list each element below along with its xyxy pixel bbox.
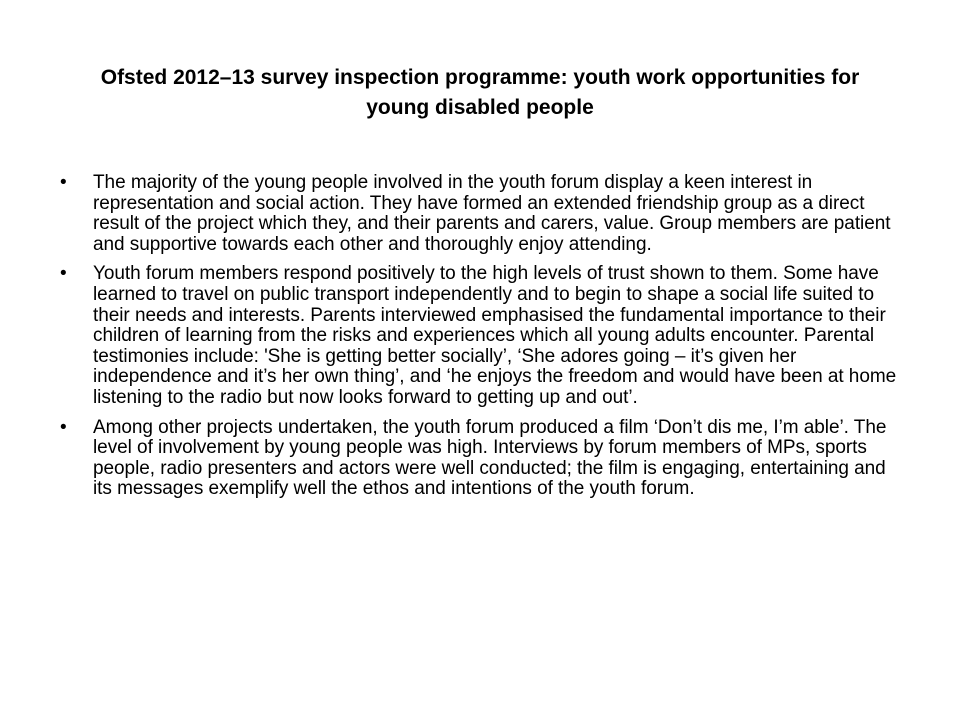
bullet-marker: • [60, 172, 67, 193]
bullet-text: Youth forum members respond positively to the high levels of trust shown to them. Some have learned to travel on public transport independently and to begin to shape a social life suited to their needs and interests. Parents interviewed emphasised the fundamental importance to their children of learning from the risks and experiences which all young adults encounter. Parental testimonies include: 'She is getting better socially’, ‘She adores going – it’s given her independence and it’s her own thing’, and ‘he enjoys the freedom and would have been at home listening to the radio but now looks forward to getting up and out’. [93, 263, 897, 408]
bullet-marker: • [60, 263, 67, 285]
bullet-item-2 [60, 264, 900, 408]
bullet-text: The majority of the young people involved in the youth forum display a keen interest in representation and social action. They have formed an extended friendship group as a direct result of the project which they, and their parents and carers, value. Group members are patient and supportive towards each other and thoroughly enjoy attending. [93, 172, 891, 255]
bullet-list [60, 173, 900, 509]
bullet-item-3 [60, 418, 900, 500]
bullet-item-1 [60, 173, 900, 255]
slide-title: Ofsted 2012–13 survey inspection programme: youth work opportunities for young disabled people [100, 66, 860, 119]
bullet-marker: • [60, 416, 67, 438]
bullet-text: Among other projects undertaken, the youth forum produced a film ‘Don’t dis me, I’m able’. The level of involvement by young people was high. Interviews by forum members of MPs, sports people, radio presenters and actors were well conducted; the film is engaging, entertaining and its messages exemplify well the ethos and intentions of the youth forum. [93, 416, 887, 500]
